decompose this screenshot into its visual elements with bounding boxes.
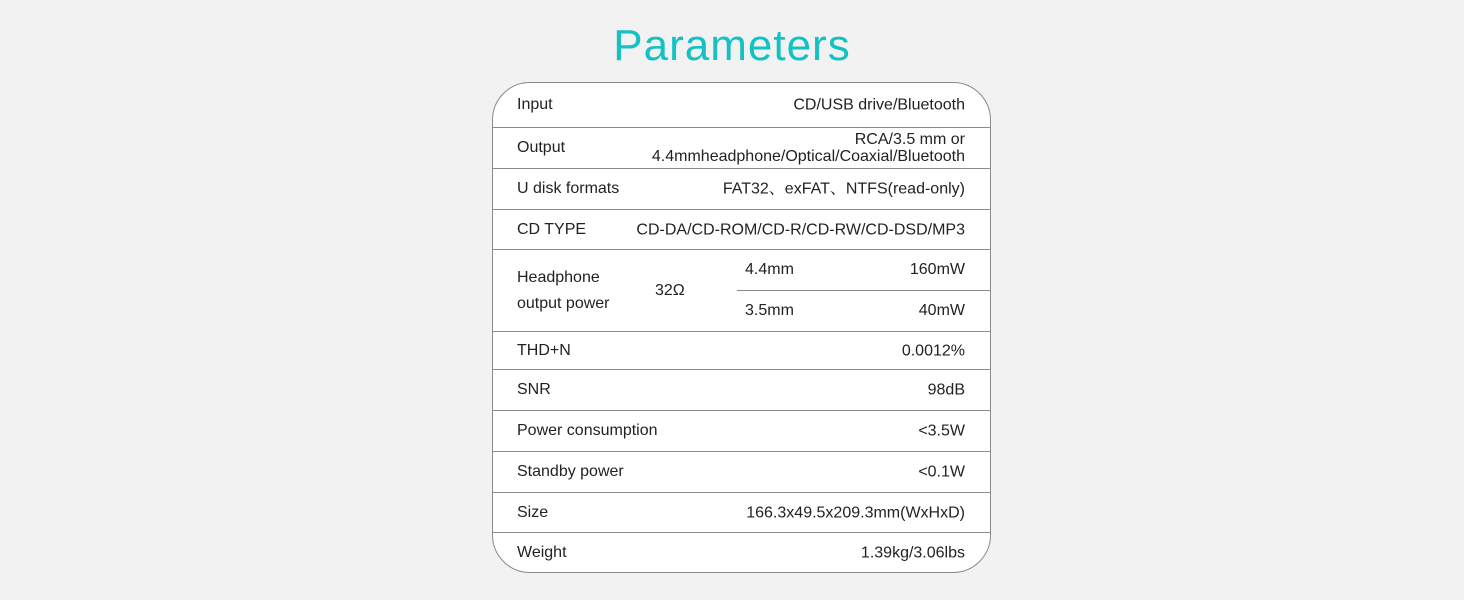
table-row-input — [493, 83, 990, 128]
sub-row-3-5mm — [737, 291, 990, 332]
row-value: 98dB — [927, 381, 965, 399]
row-label: THD+N — [517, 341, 571, 359]
row-label-line: output power — [517, 294, 610, 312]
output-power: 40mW — [918, 301, 965, 319]
table-row-size — [493, 493, 990, 533]
row-value: <3.5W — [918, 422, 965, 440]
row-value-line: RCA/3.5 mm or — [854, 131, 965, 148]
table-row-thd-n — [493, 332, 990, 370]
table-row-output — [493, 128, 990, 169]
parameters-table — [492, 82, 991, 573]
row-label: Standby power — [517, 463, 624, 480]
row-value-line: 4.4mmheadphone/Optical/Coaxial/Bluetooth — [651, 148, 965, 165]
table-row-headphone-output-power — [493, 250, 990, 332]
impedance-value: 32Ω — [655, 281, 685, 299]
table-row-cd-type — [493, 210, 990, 250]
row-label: Power consumption — [517, 422, 658, 439]
table-row-snr — [493, 370, 990, 411]
row-label: Output — [517, 139, 566, 156]
row-label: SNR — [517, 381, 551, 398]
row-label: Size — [517, 503, 549, 521]
row-label-line: Headphone — [517, 268, 600, 286]
table-row-power-consumption — [493, 411, 990, 452]
table-row-standby-power — [493, 452, 990, 493]
jack-size: 4.4mm — [745, 260, 794, 278]
row-label: CD TYPE — [517, 220, 587, 238]
row-value: 0.0012% — [901, 342, 965, 359]
row-label: U disk formats — [517, 180, 620, 197]
row-label: Input — [517, 96, 553, 113]
row-label: Weight — [517, 544, 567, 561]
jack-size: 3.5mm — [745, 301, 794, 319]
row-value: 166.3x49.5x209.3mm(WxHxD) — [746, 504, 965, 521]
row-value: <0.1W — [918, 463, 965, 481]
row-value: CD-DA/CD-ROM/CD-R/CD-RW/CD-DSD/MP3 — [636, 221, 965, 238]
sub-row-4-4mm — [737, 250, 990, 291]
page-title: Parameters — [613, 21, 851, 70]
row-value: CD/USB drive/Bluetooth — [793, 96, 965, 114]
row-value — [652, 131, 965, 165]
output-power: 160mW — [909, 260, 965, 278]
row-value: 1.39kg/3.06lbs — [860, 544, 965, 562]
row-value: FAT32、exFAT、NTFS(read-only) — [722, 180, 965, 198]
row-label — [517, 265, 610, 317]
table-row-u-disk-formats — [493, 169, 990, 210]
table-row-weight — [493, 533, 990, 573]
